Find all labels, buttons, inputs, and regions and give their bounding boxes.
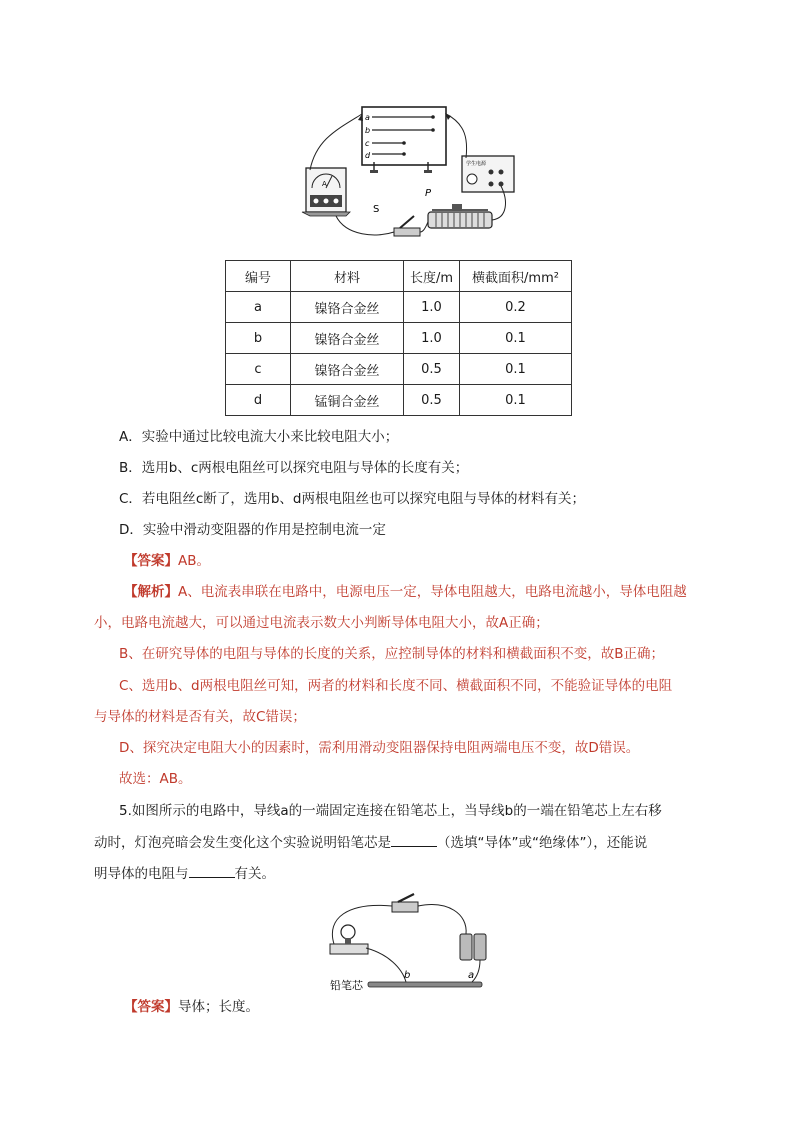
answer-blank-1 xyxy=(391,832,437,847)
header-number: 编号 xyxy=(226,261,291,292)
answer-4 xyxy=(124,551,210,571)
analysis-line-4: C、选用b、d两根电阻丝可知，两者的材料和长度不同、横截面积不同，不能验证导体的电阻 xyxy=(119,678,673,694)
wire-b-label: b xyxy=(404,970,411,981)
table-cell: 0.1 xyxy=(460,323,572,354)
table-cell: 0.5 xyxy=(404,354,460,385)
analysis-text: A、电流表串联在电路中，电源电压一定，导体电阻越大，电路电流越小，导体电阻越 xyxy=(178,584,687,600)
analysis-line-6: D、探究决定电阻大小的因素时，需利用滑动变阻器保持电阻两端电压不变，故D错误。 xyxy=(119,740,640,756)
question-text: 动时，灯泡亮暗会发生变化这个实验说明铅笔芯是 xyxy=(94,835,391,851)
answer-text: AB。 xyxy=(178,553,210,569)
question-5-line-2 xyxy=(94,832,647,853)
analysis-choose: 故选：AB。 xyxy=(119,771,192,787)
header-length: 长度/m xyxy=(404,261,460,292)
analysis-line-1 xyxy=(124,582,687,602)
table-cell: 镍铬合金丝 xyxy=(291,354,404,385)
wire-a-label: a xyxy=(468,970,475,981)
option-b: B．选用b、c两根电阻丝可以探究电阻与导体的长度有关； xyxy=(119,460,469,476)
table-cell: 0.5 xyxy=(404,385,460,416)
analysis-line-2: 小，电路电流越大，可以通过电流表示数大小判断导体电阻大小，故A正确； xyxy=(94,615,549,631)
table-cell: b xyxy=(226,323,291,354)
board-label-d: d xyxy=(365,151,371,160)
pencil-lead-circuit-figure xyxy=(318,888,498,992)
answer-text: 导体；长度。 xyxy=(178,999,259,1015)
answer-tag: 【答案】 xyxy=(124,999,178,1015)
analysis-tag: 【解析】 xyxy=(124,584,178,600)
board-label-a: a xyxy=(365,113,370,122)
table-cell: 0.1 xyxy=(460,354,572,385)
question-text: （选填“导体”或“绝缘体”），还能说 xyxy=(437,835,648,851)
table-cell: a xyxy=(226,292,291,323)
answer-5 xyxy=(124,997,259,1017)
option-a: A．实验中通过比较电流大小来比较电阻大小； xyxy=(119,429,399,445)
analysis-line-3: B、在研究导体的电阻与导体的长度的关系，应控制导体的材料和横截面积不变，故B正确； xyxy=(119,646,665,662)
table-cell: 0.1 xyxy=(460,385,572,416)
option-c: C．若电阻丝c断了，选用b、d两根电阻丝也可以探究电阻与导体的材料有关； xyxy=(119,491,585,507)
ammeter-symbol: A xyxy=(322,180,327,188)
rheostat-label: P xyxy=(425,188,432,199)
experiment-apparatus-figure xyxy=(296,100,526,240)
table-cell: d xyxy=(226,385,291,416)
answer-blank-2 xyxy=(189,863,235,878)
table-cell: 1.0 xyxy=(404,323,460,354)
resistance-wire-table xyxy=(225,260,572,416)
question-text: 明导体的电阻与 xyxy=(94,866,189,882)
table-row xyxy=(226,292,572,323)
power-supply-label: 学生电源 xyxy=(466,161,487,167)
board-label-b: b xyxy=(365,126,371,135)
board-label-c: c xyxy=(365,139,370,148)
table-row xyxy=(226,323,572,354)
table-cell: c xyxy=(226,354,291,385)
table-cell: 1.0 xyxy=(404,292,460,323)
table-header-row xyxy=(226,261,572,292)
analysis-line-5: 与导体的材料是否有关，故C错误； xyxy=(94,709,306,725)
pencil-lead-label: 铅笔芯 xyxy=(330,979,363,992)
table-cell: 镍铬合金丝 xyxy=(291,323,404,354)
header-material: 材料 xyxy=(291,261,404,292)
table-cell: 镍铬合金丝 xyxy=(291,292,404,323)
question-5-line-3 xyxy=(94,863,275,884)
switch-label: S xyxy=(373,204,380,215)
table-row xyxy=(226,354,572,385)
option-d: D．实验中滑动变阻器的作用是控制电流一定 xyxy=(119,522,386,538)
answer-tag: 【答案】 xyxy=(124,553,178,569)
table-cell: 0.2 xyxy=(460,292,572,323)
table-cell: 锰铜合金丝 xyxy=(291,385,404,416)
table-row xyxy=(226,385,572,416)
question-5-line-1: 5.如图所示的电路中，导线a的一端固定连接在铅笔芯上，当导线b的一端在铅笔芯上左右移 xyxy=(119,803,662,819)
header-area: 横截面积/mm² xyxy=(460,261,572,292)
question-text: 有关。 xyxy=(234,866,275,882)
